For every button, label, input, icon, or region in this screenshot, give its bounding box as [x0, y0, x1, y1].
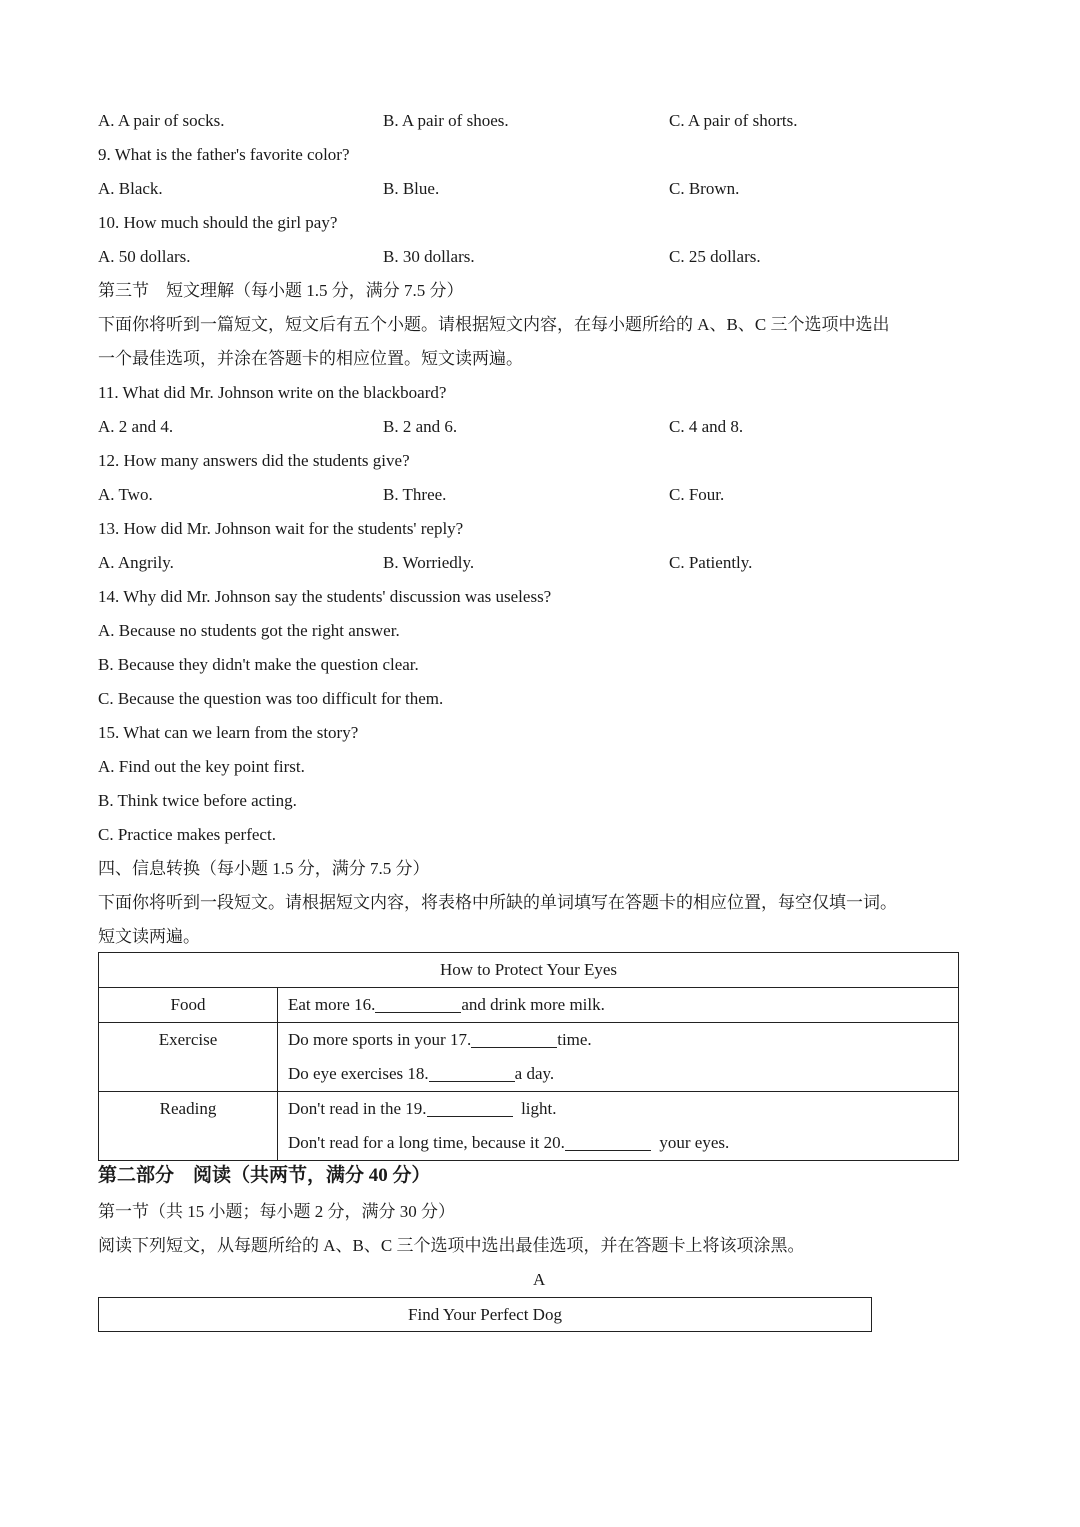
q10-question: 10. How much should the girl pay? — [98, 213, 338, 232]
q9-question: 9. What is the father's favorite color? — [98, 145, 350, 164]
q14-option-c: C. Because the question was too difficult for them. — [98, 689, 444, 708]
q12-question: 12. How many answers did the students give? — [98, 451, 410, 470]
blank-17[interactable] — [471, 1029, 557, 1048]
info-table — [98, 952, 959, 1161]
q15-option-a: A. Find out the key point first. — [98, 757, 305, 776]
q10-option-a: A. 50 dollars. — [98, 247, 191, 266]
q15-option-b: B. Think twice before acting. — [98, 791, 297, 810]
section4-instruction-1: 下面你将听到一段短文。请根据短文内容，将表格中所缺的单词填写在答题卡的相应位置，每空仅填一词。 — [98, 893, 897, 912]
part2-subheading: 第一节（共 15 小题；每小题 2 分，满分 30 分） — [98, 1202, 455, 1221]
q12-option-b: B. Three. — [383, 485, 447, 504]
passage-label: A — [533, 1270, 546, 1289]
reading-line2-pre: Don't read for a long time, because it 20. — [288, 1133, 565, 1152]
exercise-line1-pre: Do more sports in your 17. — [288, 1030, 472, 1049]
table-food-content — [278, 988, 959, 1023]
exercise-line1-post: time. — [557, 1030, 592, 1049]
q11-option-a: A. 2 and 4. — [98, 417, 174, 436]
section4-heading: 四、信息转换（每小题 1.5 分，满分 7.5 分） — [98, 859, 430, 878]
q9-option-c: C. Brown. — [669, 179, 740, 198]
q13-option-a: A. Angrily. — [98, 553, 174, 572]
q9-option-a: A. Black. — [98, 179, 163, 198]
table-exercise-content — [278, 1023, 959, 1092]
table-reading-content — [278, 1092, 959, 1161]
q8-option-b: B. A pair of shoes. — [383, 111, 509, 130]
section4-instruction-2: 短文读两遍。 — [98, 927, 200, 946]
reading-line2-post: your eyes. — [659, 1133, 730, 1152]
q14-option-a: A. Because no students got the right answer. — [98, 621, 400, 640]
q11-option-c: C. 4 and 8. — [669, 417, 744, 436]
section3-heading: 第三节 短文理解（每小题 1.5 分，满分 7.5 分） — [98, 281, 464, 300]
q8-option-a: A. A pair of socks. — [98, 111, 225, 130]
q10-option-b: B. 30 dollars. — [383, 247, 475, 266]
q13-option-c: C. Patiently. — [669, 553, 753, 572]
table-cat-food: Food — [99, 988, 278, 1023]
q9-option-b: B. Blue. — [383, 179, 440, 198]
reading-line1-pre: Don't read in the 19. — [288, 1099, 427, 1118]
exercise-line2-post: a day. — [514, 1064, 555, 1083]
q12-option-c: C. Four. — [669, 485, 725, 504]
q11-question: 11. What did Mr. Johnson write on the blackboard? — [98, 383, 447, 402]
passage-title-box: Find Your Perfect Dog — [98, 1297, 872, 1332]
q12-option-a: A. Two. — [98, 485, 153, 504]
blank-16[interactable] — [375, 994, 461, 1013]
q15-option-c: C. Practice makes perfect. — [98, 825, 276, 844]
blank-18[interactable] — [429, 1063, 515, 1082]
q13-option-b: B. Worriedly. — [383, 553, 475, 572]
table-cat-exercise: Exercise — [99, 1023, 278, 1092]
q13-question: 13. How did Mr. Johnson wait for the students' reply? — [98, 519, 464, 538]
food-text-post: and drink more milk. — [461, 995, 605, 1014]
blank-19[interactable] — [427, 1098, 513, 1117]
food-text-pre: Eat more 16. — [288, 995, 376, 1014]
q14-option-b: B. Because they didn't make the question clear. — [98, 655, 419, 674]
reading-line1-post: light. — [521, 1099, 557, 1118]
table-cat-reading: Reading — [99, 1092, 278, 1161]
section3-instruction-2: 一个最佳选项，并涂在答题卡的相应位置。短文读两遍。 — [98, 349, 523, 368]
exercise-line2-pre: Do eye exercises 18. — [288, 1064, 429, 1083]
table-title: How to Protect Your Eyes — [99, 953, 959, 988]
section3-instruction-1: 下面你将听到一篇短文，短文后有五个小题。请根据短文内容，在每小题所给的 A、B、C 三个选项中选出 — [98, 315, 890, 334]
q14-question: 14. Why did Mr. Johnson say the students' discussion was useless? — [98, 587, 552, 606]
q11-option-b: B. 2 and 6. — [383, 417, 458, 436]
blank-20[interactable] — [565, 1132, 651, 1151]
q15-question: 15. What can we learn from the story? — [98, 723, 359, 742]
q10-option-c: C. 25 dollars. — [669, 247, 761, 266]
q8-option-c: C. A pair of shorts. — [669, 111, 798, 130]
part2-instruction: 阅读下列短文，从每题所给的 A、B、C 三个选项中选出最佳选项，并在答题卡上将该项涂黑。 — [98, 1236, 805, 1255]
part2-heading: 第二部分 阅读（共两节，满分 40 分） — [98, 1165, 431, 1186]
